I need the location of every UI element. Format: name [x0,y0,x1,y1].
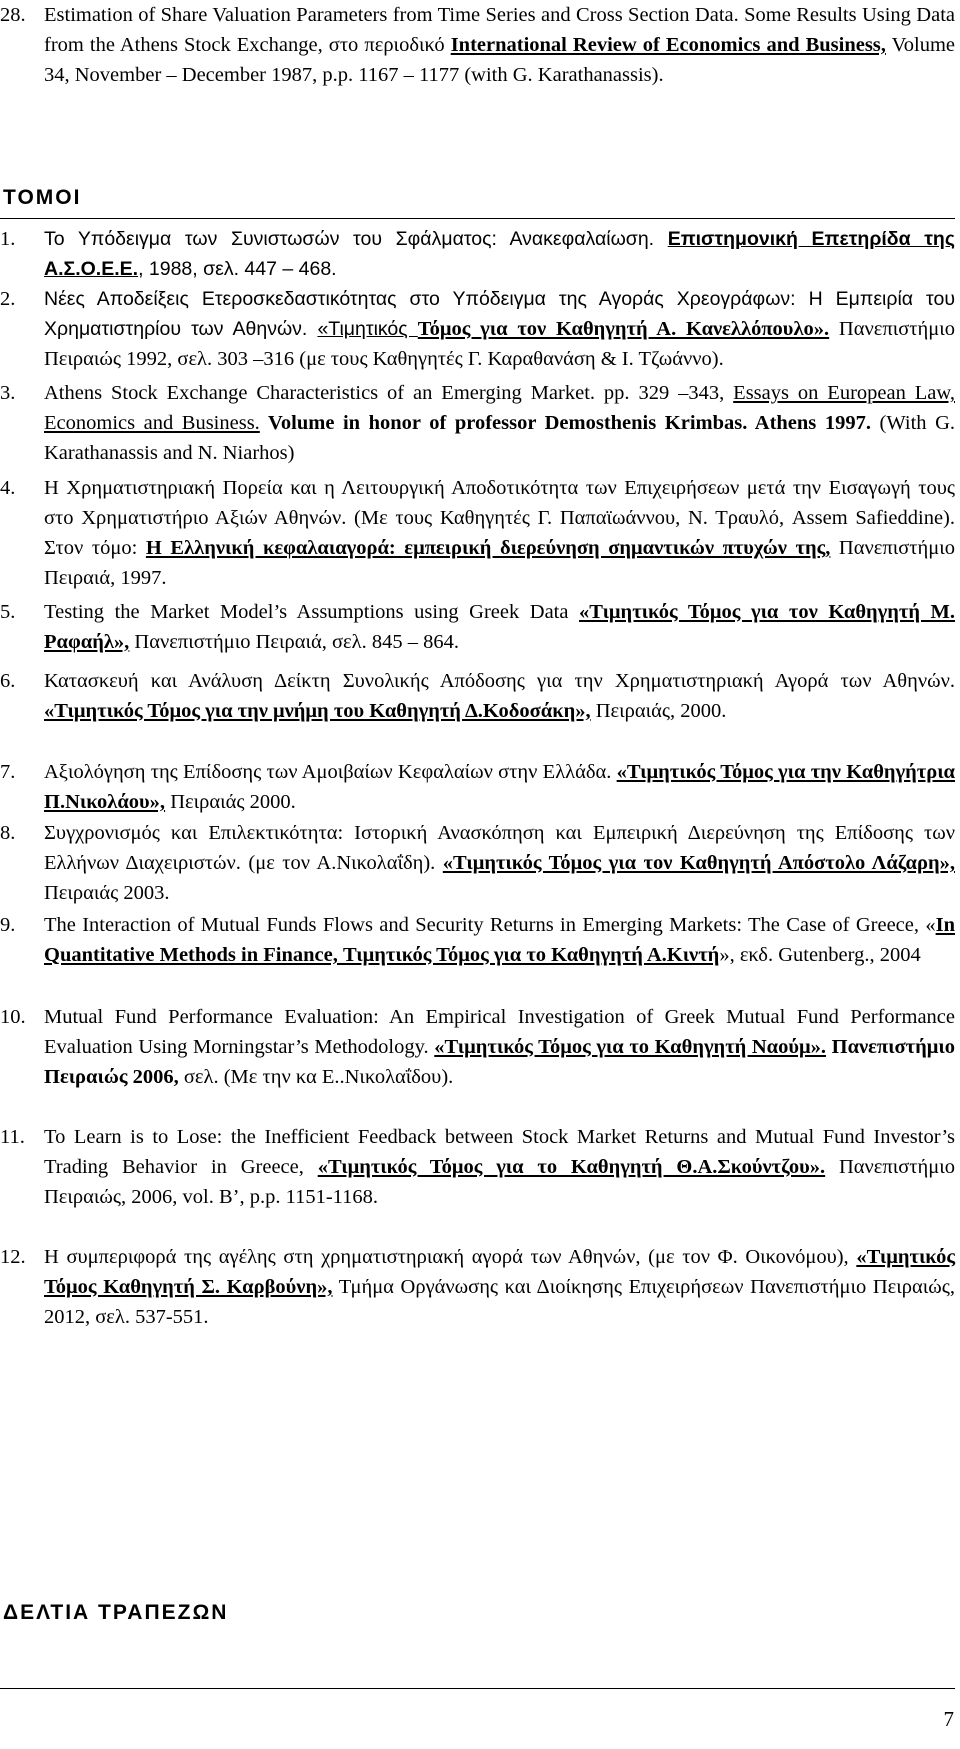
item-text [44,757,955,817]
page-number: 7 [943,1707,954,1731]
item-number: 10. [0,1006,26,1028]
item-text-part: Επιστημονική Επετηρίδα της Α.Σ.Ο.Ε.Ε. [44,228,955,280]
publication-item-28 [0,0,955,90]
item-text [44,818,955,908]
section-heading-tomoi: ΤΟΜΟΙ [3,186,82,209]
footer-divider [0,1688,955,1689]
publication-item [0,1242,955,1332]
item-text [44,910,955,970]
journal-title: International Review of Economics and Business, [450,34,886,56]
item-text-part: σελ. (Με την κα Ε..Νικολαΐδου). [178,1066,454,1088]
item-text [44,666,955,726]
item-number: 7. [0,761,16,783]
publication-item [0,284,955,374]
item-text-part: Κατασκευή και Ανάλυση Δείκτη Συνολικής Απόδοσης για την Χρηματιστηριακή Αγορά των Αθηνών. [44,670,955,692]
item-text-part: Volume in honor of professor Demosthenis Krimbas. Athens 1997. [259,412,871,434]
item-text-part: In Quantitative Methods in Finance, Τιμητικός Τόμος για το Καθηγητή Α.Κιντή [44,914,955,966]
item-text-part: Essays on European Law, Economics and Business. [44,382,955,434]
item-text-part: Estimation of Share Valuation Parameters from Time Series and Cross Section Data. Some Results Using Data from the Athens Stock Exchange, στο περιοδικό [44,4,955,56]
publication-item [0,1002,955,1092]
item-text-part: Συγχρονισμός και Επιλεκτικότητα: Ιστορική Ανασκόπηση και Εμπειρική Διερεύνηση της Επίδοσης των Ελλήνων Διαχειριστών. [44,822,955,874]
publication-item [0,224,955,284]
item-text-part: Testing the Market Model’s Assumptions using Greek Data [44,601,580,623]
item-text-part: Πειραιάς 2003. [44,882,170,904]
item-number: 3. [0,382,16,404]
publication-item [0,378,955,468]
item-text-part: «Τιμητικός Τόμος για την μνήμη του Καθηγητή Δ.Κοδοσάκη», [44,700,591,722]
item-text [44,473,955,593]
item-text-part: To Learn is to Lose: the Inefficient Feedback between Stock Market Returns and Mutual Fund Investor’s Trading Behavior in Greece, [44,1126,955,1178]
item-text-part: The Interaction of Mutual Funds Flows and Security Returns in Emerging Markets: The Case of Greece, « [44,914,936,936]
publication-item [0,1122,955,1212]
item-number: 5. [0,601,16,623]
item-text-part: Νέες Αποδείξεις Ετεροσκεδαστικότητας στο Υπόδειγμα της Αγοράς Χρεογράφων: Η Εμπειρία του Χρηματιστηρίου των Αθηνών. [44,288,955,340]
section-divider [0,218,955,219]
item-text-part: Πανεπιστήμιο Πειραιώς 1992, σελ. 303 –316 (με τους Καθηγητές Γ. Καραθανάση & Ι. Τζωάννο). [44,318,955,370]
item-text-part: Πειραιάς 2000. [165,791,296,813]
item-number: 12. [0,1246,26,1268]
publication-item [0,666,955,726]
item-text-part: , 1988, σελ. 447 – 468. [138,258,337,280]
item-text-part: Volume 34, November – December 1987, p.p. 1167 – 1177 (with G. Karathanassis). [44,34,955,86]
item-text-part: Η Χρηματιστηριακή Πορεία και η Λειτουργική Αποδοτικότητα των Επιχειρήσεων μετά την Εισαγωγή τους στο Χρηματιστήριο Αξιών Αθηνών. (Με τους Καθηγητές Γ. Παπαϊωάννου, Ν. Τραυλό, Assem Safieddine). Στον τόμο: [44,477,955,559]
item-text [44,224,955,284]
item-text [44,284,955,374]
item-number: 4. [0,477,16,499]
item-text-part: (με τον Α.Νικολαΐδη). [240,852,443,874]
item-text-part: Η Ελληνική κεφαλαιαγορά: εμπειρική διερεύνηση σημαντικών πτυχών της, [145,537,831,559]
item-text-part: Πανεπιστήμιο Πειραιά, 1997. [44,537,955,589]
item-number: 6. [0,670,16,692]
item-text-part: «Τιμητικός Τόμος για το Καθηγητή Θ.Α.Σκούντζου». [317,1156,826,1178]
item-text-part: «Τιμητικός [317,318,418,340]
section-heading-deltia: ΔΕΛΤΙΑ ΤΡΑΠΕΖΩΝ [3,1601,229,1624]
publication-item [0,597,955,657]
item-number: 9. [0,914,16,936]
item-text-part: Τμήμα Οργάνωσης και Διοίκησης Επιχειρήσεων Πανεπιστήμιο Πειραιώς, 2012, σελ. 537-551. [44,1276,955,1328]
item-text-part: Η συμπεριφορά της αγέλης στη χρηματιστηριακή αγορά των Αθηνών, (με τον Φ. Οικονόμου), [44,1246,857,1268]
item-text-part: «Τιμητικός Τόμος για τον Καθηγητή Απόστολο Λάζαρη», [442,852,955,874]
item-text-part: (With G. Karathanassis and N. Niarhos) [44,412,955,464]
item-text-part: Mutual Fund Performance Evaluation: An Empirical Investigation of Greek Mutual Fund Performance Evaluation Using Morningstar’s Methodology. [44,1006,955,1058]
item-text [44,1002,955,1092]
item-text-part: «Τιμητικός Τόμος για το Καθηγητή Ναούμ». [434,1036,827,1058]
item-number: 1. [0,228,16,250]
item-text-part: Athens Stock Exchange Characteristics of an Emerging Market. pp. 329 –343, [44,382,734,404]
item-text [44,0,955,90]
item-text-part: «Τιμητικός Τόμος για τον Καθηγητή Μ. Ραφαήλ», [44,601,955,653]
item-text-part: Πανεπιστήμιο Πειραιώς, 2006, vol. B’, p.p. 1151-1168. [44,1156,955,1208]
publication-item [0,757,955,817]
item-text-part: «Τιμητικός Τόμος Καθηγητή Σ. Καρβούνη», [44,1246,955,1298]
publication-item [0,473,955,593]
item-number: 8. [0,822,16,844]
item-text [44,597,955,657]
publication-item [0,910,955,970]
item-number: 11. [0,1126,25,1148]
item-text-part: Πανεπιστήμιο Πειραιώς 2006, [44,1036,955,1088]
item-text-part: », εκδ. Gutenberg., 2004 [719,944,921,966]
item-text-part: «Τιμητικός Τόμος για την Καθηγήτρια Π.Νικολάου», [44,761,955,813]
item-text-part: Το Υπόδειγμα των Συνιστωσών του Σφάλματος: Ανακεφαλαίωση. [44,228,668,250]
item-text-part: Πειραιάς, 2000. [590,700,727,722]
item-number: 2. [0,288,16,310]
item-text-part: Αξιολόγηση της Επίδοσης των Αμοιβαίων Κεφαλαίων στην Ελλάδα. [44,761,617,783]
item-text [44,378,955,468]
publication-item [0,818,955,908]
item-text-part: Πανεπιστήμιο Πειραιά, σελ. 845 – 864. [129,631,459,653]
item-text [44,1122,955,1212]
item-text-part: Τόμος για τον Καθηγητή Α. Κανελλόπουλο». [417,318,830,340]
item-number: 28. [0,4,26,26]
item-text [44,1242,955,1332]
